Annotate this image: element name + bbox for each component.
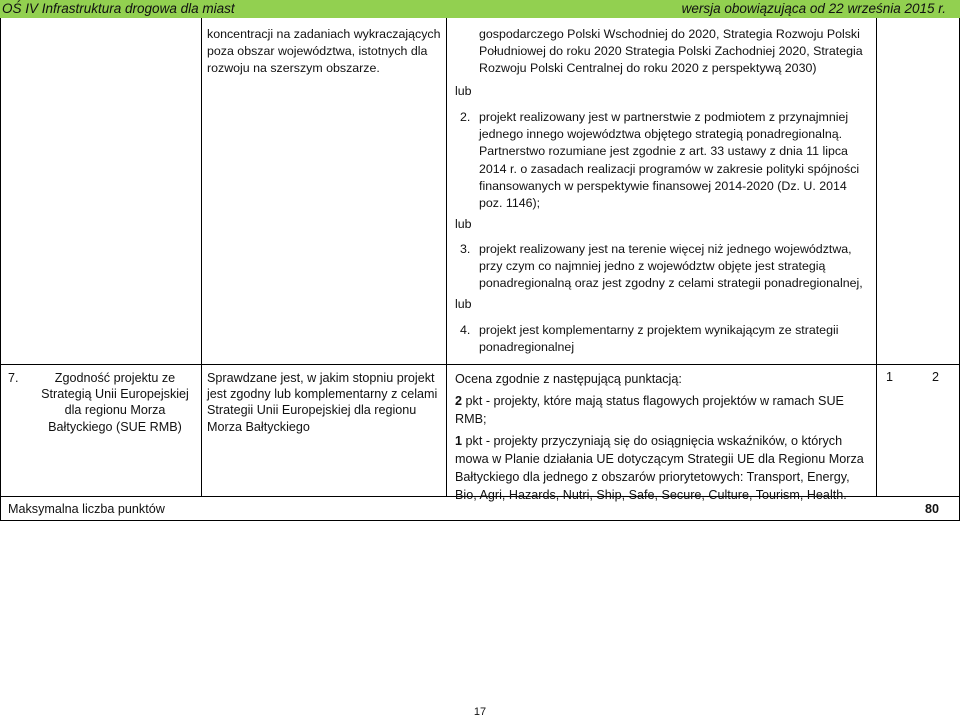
criterion-definition: koncentracji na zadaniach wykraczających poza obszar województwa, istotnych dla rozwoju na szerszym obszarze.	[207, 27, 441, 76]
document-version: wersja obowiązująca od 22 września 2015 r.	[681, 1, 946, 16]
points-description: pkt - projekty przyczyniają się do osiągnięcia wskaźników, o których mowa w Planie działania UE dotyczącym Strategii UE dla Regionu Morza Bałtyckiego dla jednego z obszarów priorytetowych: Transport, Energy, Bio, Agri, Hazards, Nutri, Ship, Safe, Secure, Culture, Tourism, Health.	[455, 434, 864, 502]
list-item: projekt jest komplementarny z projektem wynikającym ze strategii ponadregionalnej	[479, 323, 839, 355]
list-item-number: 2.	[460, 110, 471, 124]
criterion-scoring-intro: gospodarczego Polski Wschodniej do 2020, Strategia Rozwoju Polski Południowej do roku 2020 Strategia Polski Zachodniej 2020, Strategia Rozwoju Polski Centralnej do roku 2020 z perspektywą 2030)	[479, 27, 863, 76]
document-title: OŚ IV Infrastruktura drogowa dla miast	[2, 1, 235, 16]
max-points-value: 80	[925, 502, 940, 516]
criterion-name: Zgodność projektu ze Strategią Unii Europejskiej dla regionu Morza Bałtyckiego (SUE RMB)	[41, 371, 189, 434]
criterion-number: 7.	[8, 371, 19, 385]
table-border-bottom	[0, 520, 960, 521]
criterion-scoring	[455, 370, 873, 504]
lub-connector: lub	[455, 217, 472, 231]
table-border-left	[0, 18, 1, 520]
max-points-label: Maksymalna liczba punktów	[8, 502, 165, 516]
table-divider	[201, 18, 202, 496]
lub-connector: lub	[455, 84, 472, 98]
table-divider	[446, 18, 447, 496]
list-item-number: 3.	[460, 242, 471, 256]
list-item: projekt realizowany jest na terenie więcej niż jednego województwa, przy czym co najmniej jedno z województw objęte jest strategią ponadregionalną oraz jest zgodny z celami strategii ponadregionalnej,	[479, 242, 863, 291]
page-number: 17	[473, 706, 487, 718]
list-item-number: 4.	[460, 323, 471, 337]
lub-connector: lub	[455, 297, 472, 311]
scoring-1-point	[455, 432, 873, 504]
list-item: projekt realizowany jest w partnerstwie z podmiotem z przynajmniej jednego innego województwa objętego strategią ponadregionalną. Partnerstwo rozumiane jest zgodnie z art. 33 ustawy z dnia 11 lipca 2014 r. o zasadach realizacji programów w zakresie polityki spójności finansowanych w perspektywie finansowej 2014-2020 (Dz. U. 2014 poz. 1146);	[479, 110, 860, 211]
criterion-definition: Sprawdzane jest, w jakim stopniu projekt jest zgodny lub komplementarny z celami Strategii Unii Europejskiej dla regionu Morza Bałtyckiego	[207, 371, 438, 434]
points-option: 2	[932, 370, 940, 384]
points-option: 1	[886, 370, 894, 384]
points-value: 1	[455, 434, 463, 448]
points-description: pkt - projekty, które mają status flagowych projektów w ramach SUE RMB;	[455, 394, 844, 426]
table-divider	[876, 18, 877, 496]
points-value: 2	[455, 394, 463, 408]
scoring-intro: Ocena zgodnie z następującą punktacją:	[455, 372, 682, 386]
scoring-2-points	[455, 392, 873, 428]
table-row-separator	[0, 364, 960, 365]
